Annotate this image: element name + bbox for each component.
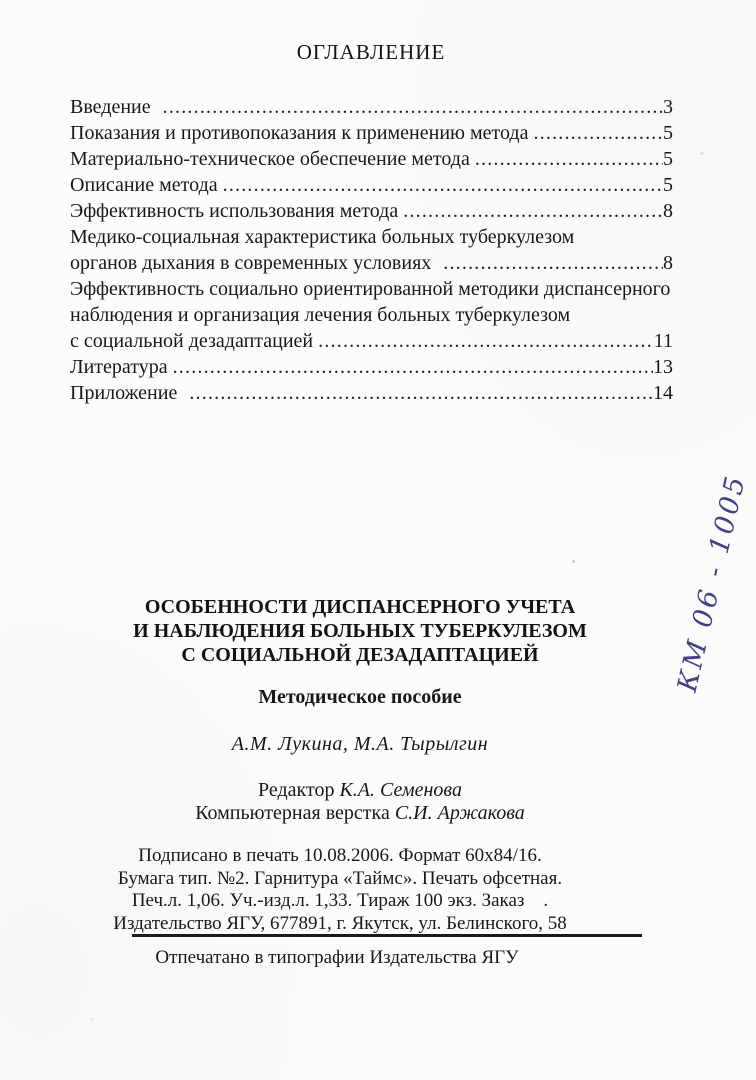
toc-entry-title: Эффективность социально ориентированной методики диспансерного — [70, 278, 671, 300]
editors-block — [40, 779, 680, 825]
toc-entry-effektivnost — [70, 198, 673, 224]
book-title — [40, 595, 680, 667]
toc-entry-title: Введение — [70, 96, 151, 118]
toc-page-number: 8 — [663, 200, 673, 222]
editor-name: К.А. Семенова — [339, 779, 462, 801]
toc-entry-title: Литература — [70, 356, 168, 378]
colophon-line-paper: Бумага тип. №2. Гарнитура «Таймс». Печать офсетная. — [117, 867, 563, 889]
toc-entry-socmetodika-line1 — [70, 276, 673, 302]
toc-heading: ОГЛАВЛЕНИЕ — [296, 40, 446, 64]
scan-speck — [90, 1018, 93, 1021]
scan-speck — [572, 560, 575, 563]
toc-entry-title: Медико-социальная характеристика больных туберкулезом — [70, 226, 575, 248]
toc-page-number: 14 — [653, 382, 673, 404]
editor-line — [40, 779, 680, 802]
toc-page-number: 5 — [663, 122, 673, 144]
book-subtitle: Методическое пособие — [258, 686, 462, 708]
table-of-contents — [70, 94, 673, 406]
colophon-block — [10, 845, 670, 935]
toc-page-number: 5 — [663, 174, 673, 196]
toc-dot-leader — [173, 354, 653, 380]
toc-dot-leader — [533, 120, 663, 146]
toc-entry-title: Описание метода — [70, 174, 218, 196]
book-title-line3: С СОЦИАЛЬНОЙ ДЕЗАДАПТАЦИЕЙ — [181, 644, 539, 666]
colophon-line-publisher: Издательство ЯГУ, 677891, г. Якутск, ул. Белинского, 58 — [113, 912, 567, 934]
toc-entry-opisanie — [70, 172, 673, 198]
scan-speck — [700, 152, 704, 155]
toc-entry-vvedenie — [70, 94, 673, 120]
colophon-line-print-date: Подписано в печать 10.08.2006. Формат 60х84/16. — [138, 845, 542, 866]
toc-entry-title: Приложение — [70, 382, 178, 404]
toc-page-number: 13 — [653, 356, 673, 378]
toc-entry-mediko-line2 — [70, 250, 673, 276]
toc-page-number: 11 — [653, 330, 673, 352]
toc-dot-leader — [475, 146, 663, 172]
toc-entry-socmetodika-line2 — [70, 302, 673, 328]
toc-entry-prilozhenie — [70, 380, 673, 406]
toc-dot-leader — [403, 198, 663, 224]
handwritten-catalog-mark: КМ 06 - 1005 — [671, 471, 753, 695]
toc-dot-leader — [223, 172, 663, 198]
toc-entry-mediko-line1 — [70, 224, 673, 250]
toc-entry-title: органов дыхания в современных условиях — [70, 252, 432, 274]
toc-page-number: 3 — [663, 96, 673, 118]
horizontal-divider — [132, 934, 642, 937]
toc-page-number: 5 — [663, 148, 673, 170]
toc-dot-leader — [163, 94, 663, 120]
toc-entry-pokazaniya — [70, 120, 673, 146]
layout-label: Компьютерная верстка — [195, 802, 395, 824]
book-title-line2: И НАБЛЮДЕНИЯ БОЛЬНЫХ ТУБЕРКУЛЕЗОМ — [133, 620, 587, 642]
printed-note: Отпечатано в типографии Издательства ЯГУ — [155, 947, 519, 968]
authors-line: А.М. Лукина, М.А. Тырылгин — [231, 733, 489, 755]
toc-entry-literatura — [70, 354, 673, 380]
toc-entry-obespechenie — [70, 146, 673, 172]
toc-entry-title: Материально-техническое обеспечение метода — [70, 148, 470, 170]
toc-entry-title: Эффективность использования метода — [70, 200, 399, 222]
toc-entry-socmetodika-line3 — [70, 328, 673, 354]
toc-entry-title: с социальной дезадаптацией — [70, 330, 314, 352]
layout-line — [40, 802, 680, 825]
toc-dot-leader — [318, 328, 654, 354]
layout-name: С.И. Аржакова — [394, 802, 525, 824]
toc-dot-leader — [443, 250, 663, 276]
book-title-line1: ОСОБЕННОСТИ ДИСПАНСЕРНОГО УЧЕТА — [144, 596, 576, 618]
toc-entry-title: наблюдения и организация лечения больных туберкулезом — [70, 304, 571, 326]
toc-entry-title: Показания и противопоказания к применению метода — [70, 122, 529, 144]
toc-dot-leader — [189, 380, 653, 406]
toc-page-number: 8 — [663, 252, 673, 274]
colophon-line-circulation: Печ.л. 1,06. Уч.-изд.л. 1,33. Тираж 100 экз. Заказ . — [131, 890, 549, 911]
editor-label: Редактор — [258, 779, 340, 801]
